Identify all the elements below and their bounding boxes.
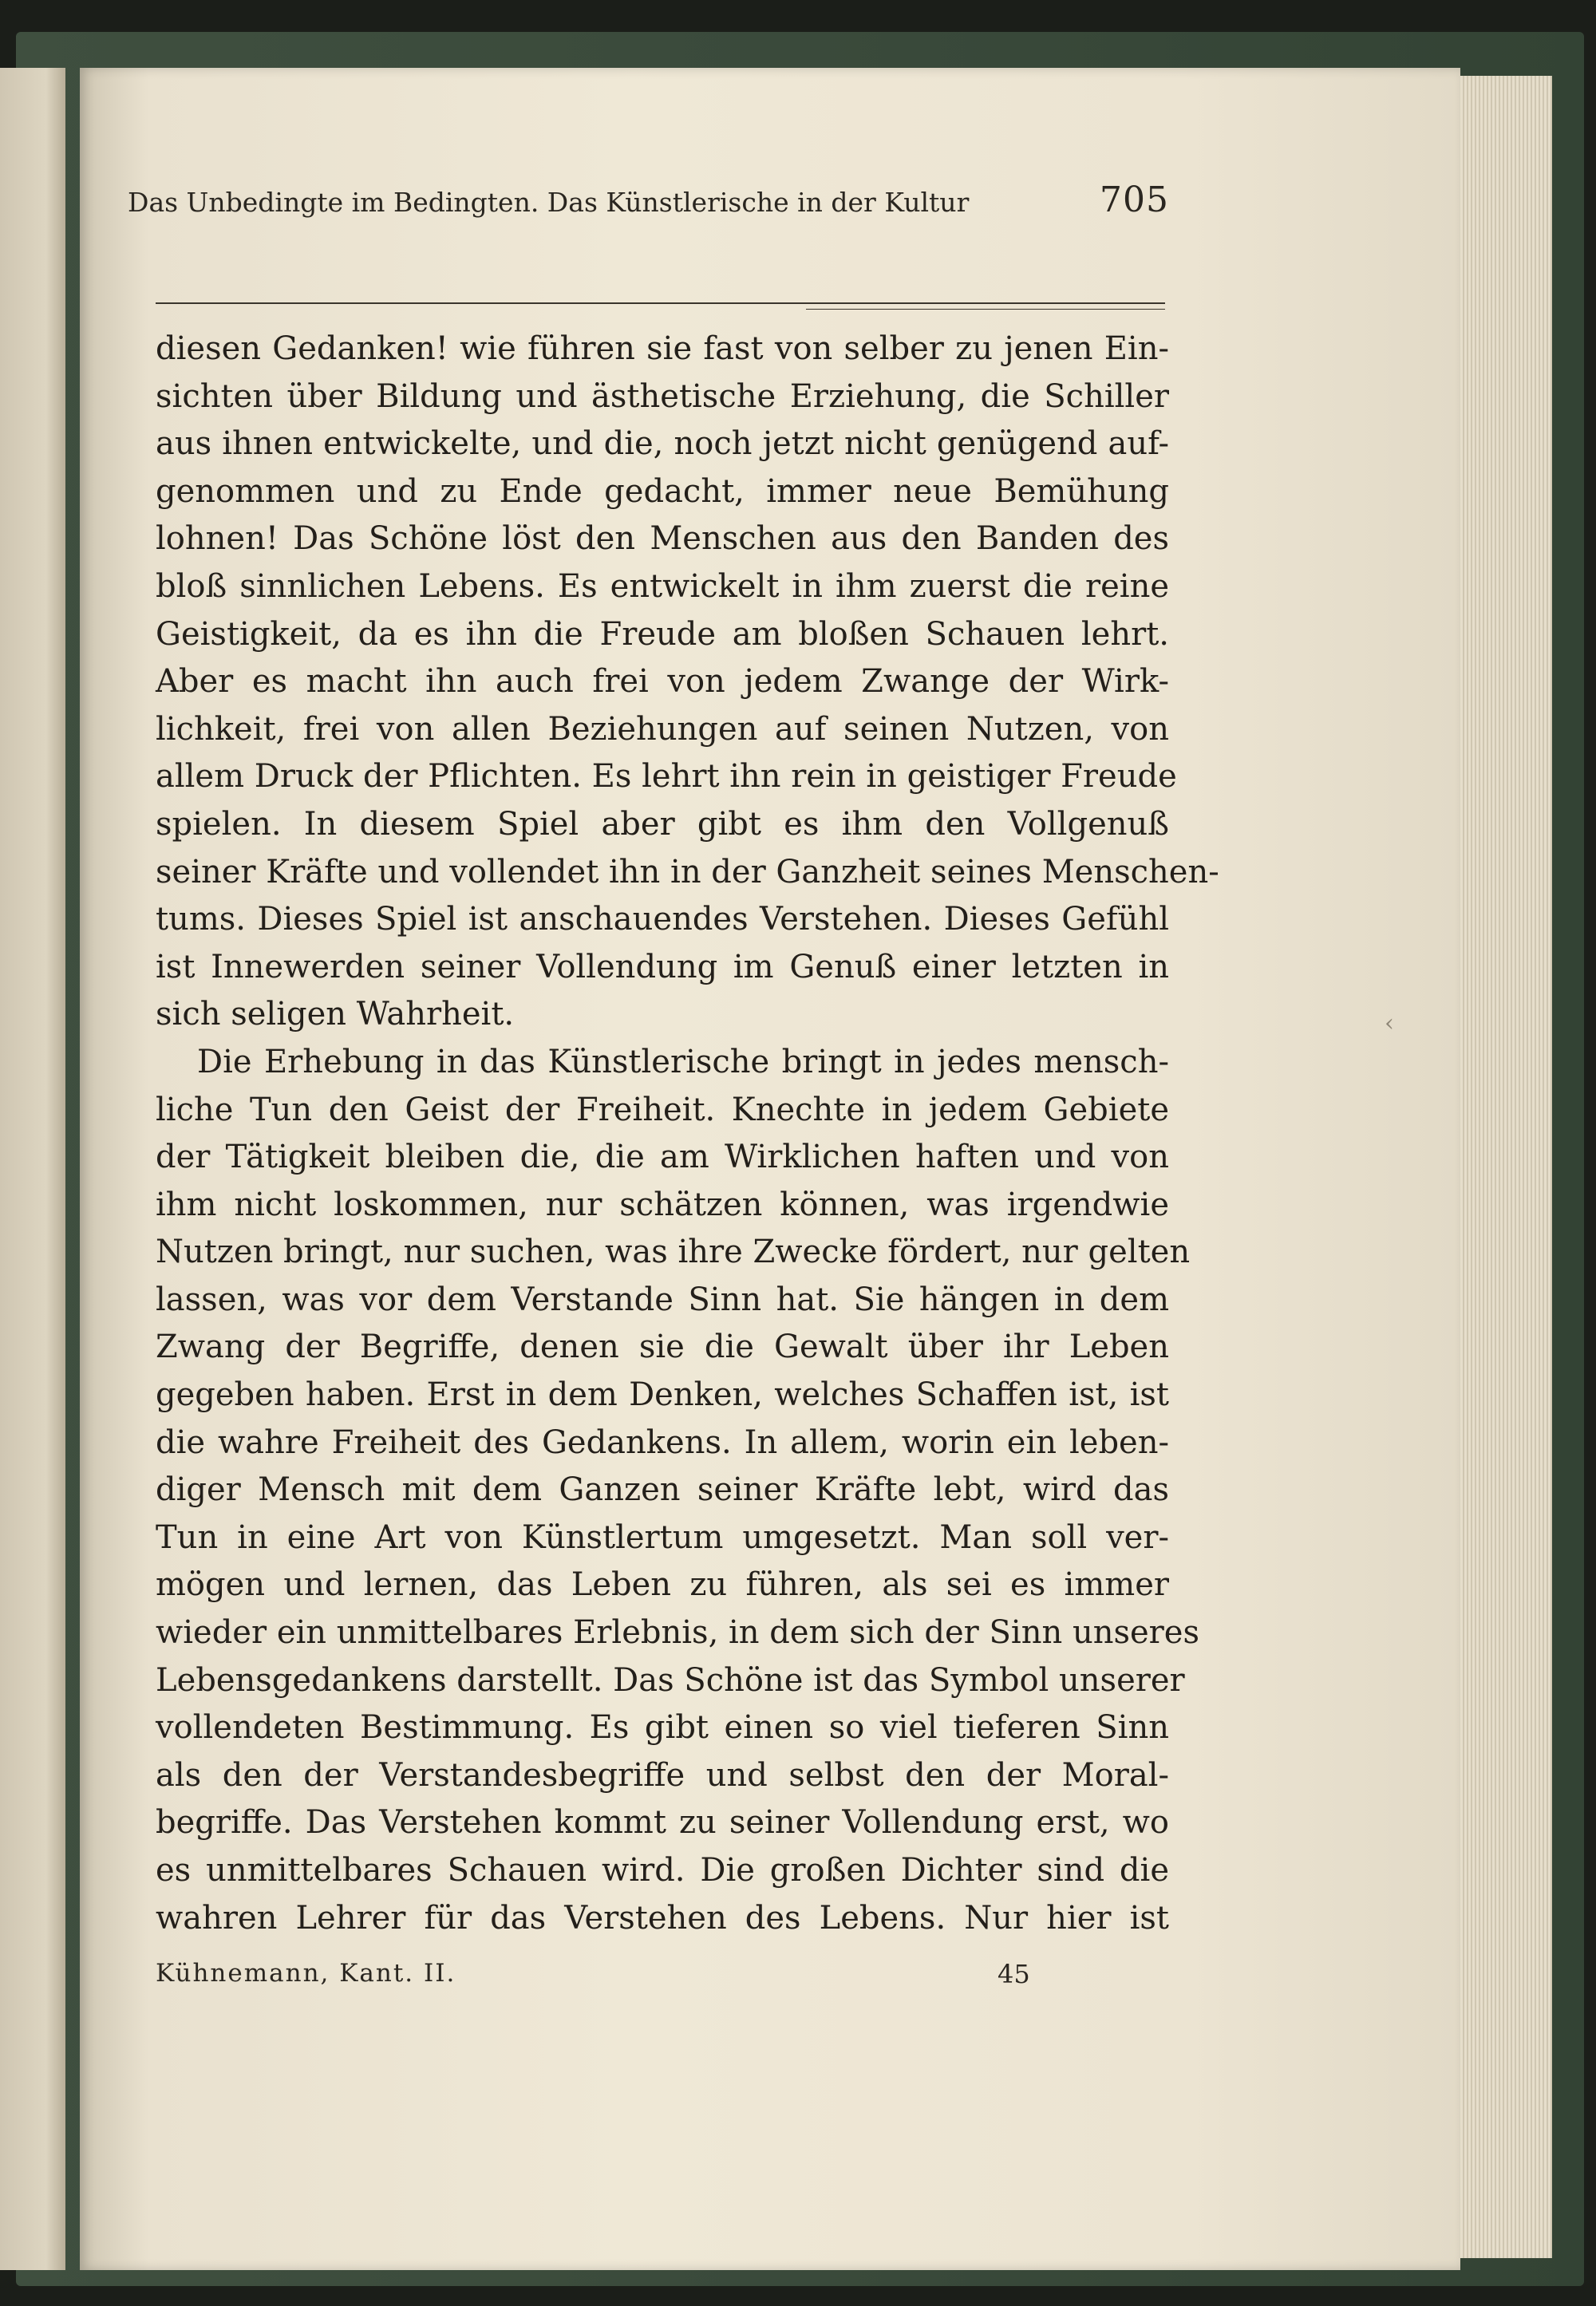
page-number: 705 (1100, 180, 1169, 220)
text-line: bloß sinnlichen Lebens. Es entwickelt in ihm zuerst die reine (156, 567, 1169, 605)
text-line: tums. Dieses Spiel ist anschauendes Verstehen. Dieses Gefühl (156, 901, 1169, 938)
running-head (128, 180, 1169, 220)
running-title: Das Unbedingte im Bedingten. Das Künstlerische in der Kultur (128, 187, 970, 218)
margin-pencil-mark: ‹ (1385, 1009, 1394, 1037)
text-line: ist Innewerden seiner Vollendung im Genuß einer letzten in (156, 948, 1169, 985)
text-line: mögen und lernen, das Leben zu führen, als sei es immer (156, 1566, 1169, 1604)
text-line: vollendeten Bestimmung. Es gibt einen so viel tieferen Sinn (156, 1709, 1169, 1747)
text-line: es unmittelbares Schauen wird. Die großen Dichter sind die (156, 1852, 1169, 1889)
text-line: der Tätigkeit bleiben die, die am Wirklichen haften und von (156, 1139, 1169, 1176)
text-line: aus ihnen entwickelte, und die, noch jetzt nicht genügend auf- (156, 425, 1169, 463)
text-line: sichten über Bildung und ästhetische Erziehung, die Schiller (156, 377, 1169, 415)
body-text (156, 326, 1219, 1942)
text-line: genommen und zu Ende gedacht, immer neue Bemühung (156, 472, 1169, 510)
text-line: begriffe. Das Verstehen kommt zu seiner Vollendung erst, wo (156, 1804, 1169, 1842)
text-line: Die Erhebung in das Künstlerische bringt in jedes mensch- (197, 1043, 1169, 1080)
footer-signature: Kühnemann, Kant. II. (156, 1959, 456, 1988)
text-line: als den der Verstandesbegriffe und selbst den der Moral- (156, 1756, 1169, 1794)
header-rule-thin (806, 309, 1165, 310)
text-line: Geistigkeit, da es ihn die Freude am bloßen Schauen lehrt. (156, 615, 1169, 653)
text-line: diesen Gedanken! wie führen sie fast von selber zu jenen Ein- (156, 330, 1169, 367)
text-line: Lebensgedankens darstellt. Das Schöne ist das Symbol unserer (156, 1661, 1185, 1699)
text-line: spielen. In diesem Spiel aber gibt es ihm den Vollgenuß (156, 805, 1169, 843)
sheet-number: 45 (998, 1959, 1030, 1989)
text-line: ihm nicht loskommen, nur schätzen können, was irgendwie (156, 1186, 1169, 1223)
text-line: gegeben haben. Erst in dem Denken, welches Schaffen ist, ist (156, 1376, 1169, 1414)
text-line: Aber es macht ihn auch frei von jedem Zwange der Wirk- (156, 663, 1169, 701)
text-line: liche Tun den Geist der Freiheit. Knechte in jedem Gebiete (156, 1091, 1169, 1128)
left-page-edge (0, 68, 65, 2270)
text-line: seiner Kräfte und vollendet ihn in der Ganzheit seines Menschen- (156, 853, 1219, 890)
text-line: Tun in eine Art von Künstlertum umgesetzt. Man soll ver- (156, 1518, 1169, 1556)
paragraph-1 (156, 326, 1219, 1039)
text-line: die wahre Freiheit des Gedankens. In allem, worin ein leben- (156, 1423, 1169, 1461)
text-line: wieder ein unmittelbares Erlebnis, in dem sich der Sinn unseres (156, 1614, 1199, 1652)
paragraph-2 (156, 1039, 1199, 1942)
text-line: sich seligen Wahrheit. (156, 996, 515, 1033)
text-line: Zwang der Begriffe, denen sie die Gewalt über ihr Leben (156, 1329, 1169, 1366)
text-line: wahren Lehrer für das Verstehen des Lebens. Nur hier ist (156, 1899, 1169, 1937)
text-line: lassen, was vor dem Verstande Sinn hat. Sie hängen in dem (156, 1281, 1169, 1318)
header-rule (156, 302, 1165, 304)
text-line: lohnen! Das Schöne löst den Menschen aus den Banden des (156, 520, 1169, 558)
text-line: allem Druck der Pflichten. Es lehrt ihn rein in geistiger Freude (156, 758, 1177, 796)
text-line: diger Mensch mit dem Ganzen seiner Kräfte lebt, wird das (156, 1471, 1169, 1509)
text-line: lichkeit, frei von allen Beziehungen auf seinen Nutzen, von (156, 710, 1169, 748)
text-line: Nutzen bringt, nur suchen, was ihre Zwecke fördert, nur gelten (156, 1234, 1191, 1271)
